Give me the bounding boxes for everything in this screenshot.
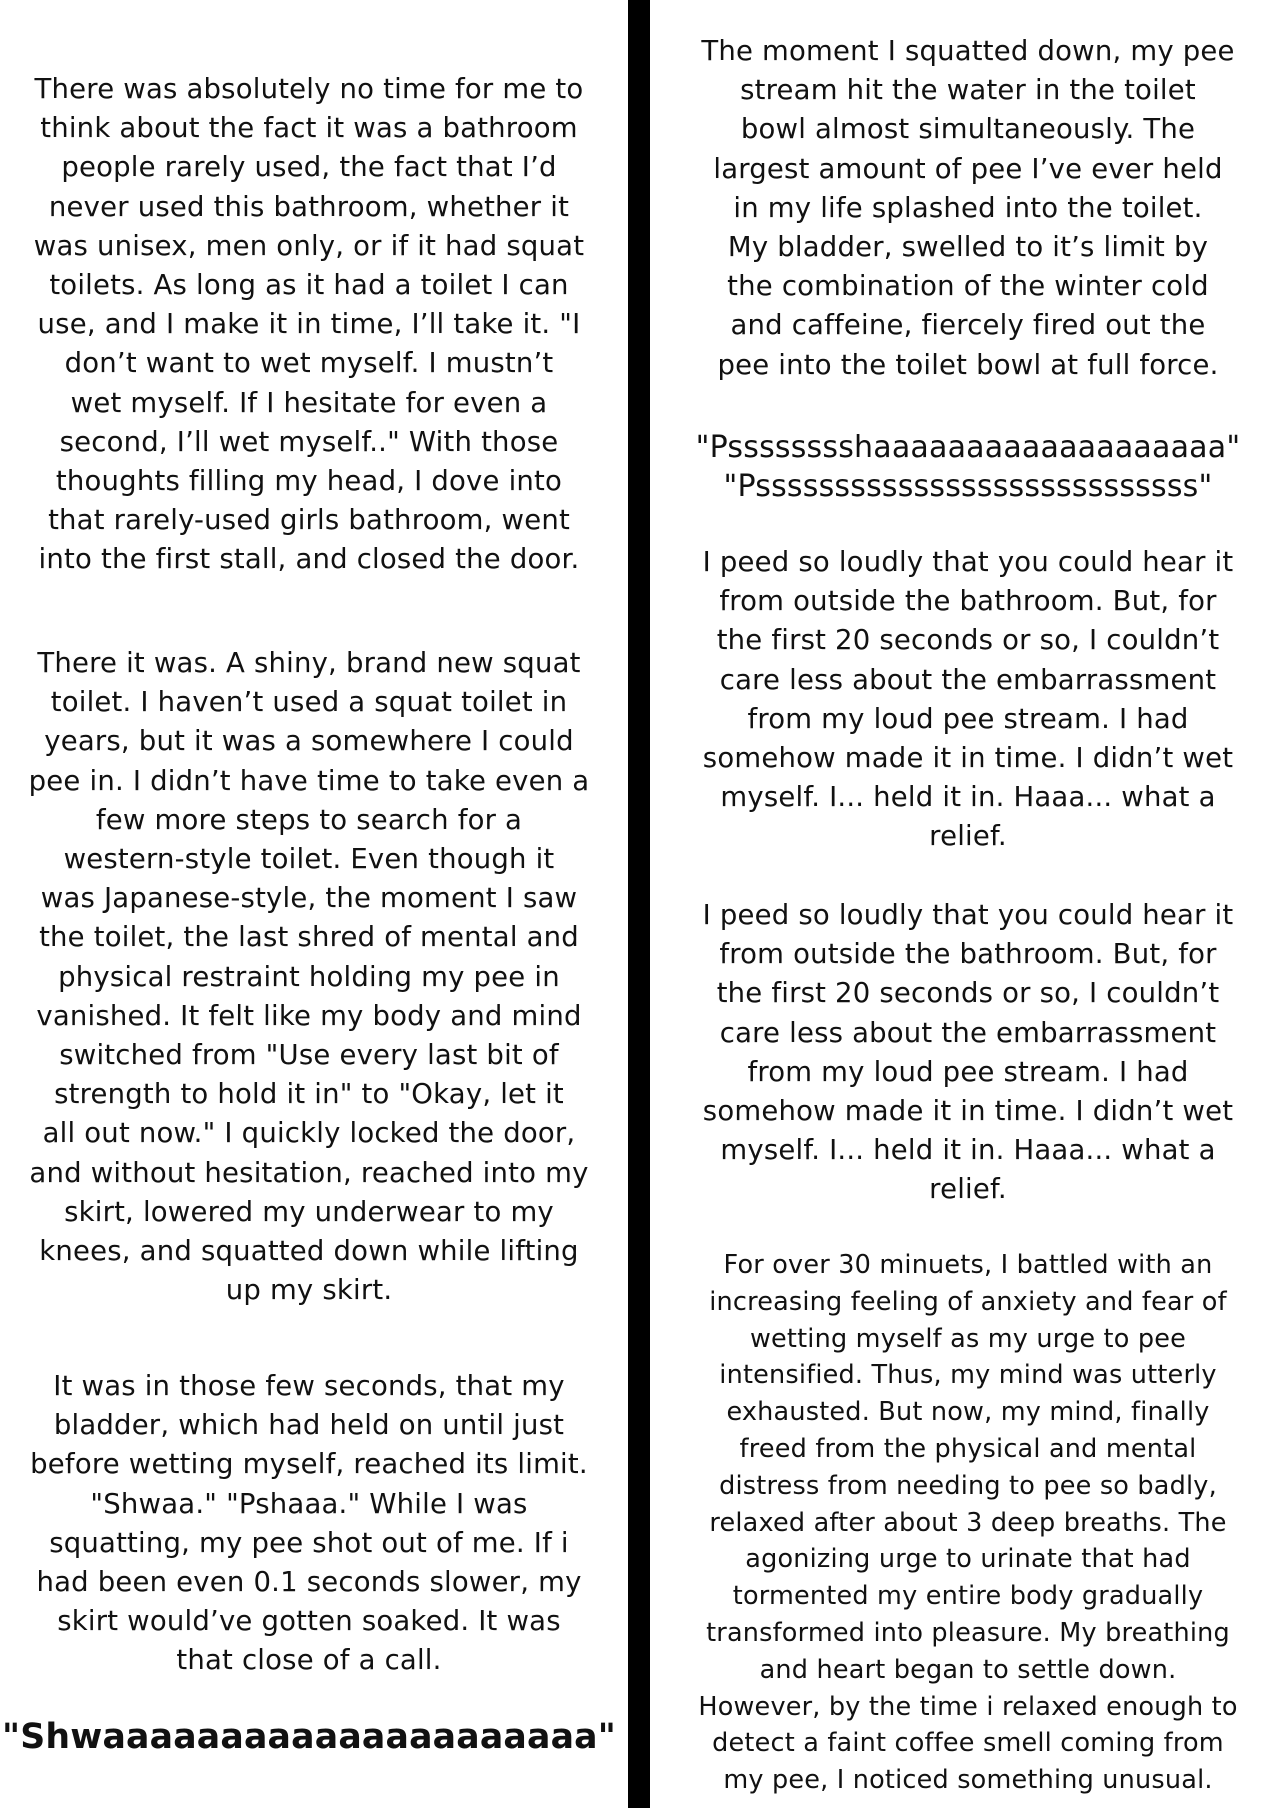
text-line: squatting, my pee shot out of me. If i <box>49 1526 569 1559</box>
text-line: transformed into pleasure. My breathing <box>706 1617 1230 1648</box>
left-paragraph-1 <box>0 70 618 580</box>
text-line: myself. I... held it in. Haaa... what a <box>720 781 1216 814</box>
text-line: from outside the bathroom. But, for <box>719 585 1217 618</box>
sound-effect-line: "Psssssssshaaaaaaaaaaaaaaaaaaa" <box>695 430 1241 465</box>
right-paragraph-1 <box>666 32 1270 385</box>
text-line: in my life splashed into the toilet. <box>733 191 1203 224</box>
text-line: relaxed after about 3 deep breaths. The <box>709 1507 1227 1538</box>
text-line: agonizing urge to urinate that had <box>745 1544 1191 1575</box>
text-line: increasing feeling of anxiety and fear of <box>709 1286 1227 1317</box>
text-line: up my skirt. <box>225 1274 393 1307</box>
text-line: into the first stall, and closed the door. <box>38 543 580 576</box>
text-line: never used this bathroom, whether it <box>48 190 570 223</box>
text-line: pee into the toilet bowl at full force. <box>717 348 1219 381</box>
text-line: There it was. A shiny, brand new squat <box>37 647 581 679</box>
text-line: physical restraint holding my pee in <box>58 960 560 993</box>
text-line: strength to hold it in" to "Okay, let it <box>54 1078 564 1111</box>
text-line: "Shwaa." "Pshaaa." While I was <box>90 1487 528 1520</box>
text-line: had been even 0.1 seconds slower, my <box>36 1566 582 1599</box>
text-line: and without hesitation, reached into my <box>29 1156 589 1189</box>
left-paragraph-2 <box>0 644 618 1310</box>
text-line: the toilet, the last shred of mental and <box>39 921 579 954</box>
text-line: before wetting myself, reached its limit. <box>30 1448 588 1481</box>
text-line: was unisex, men only, or if it had squat <box>33 229 585 262</box>
text-line: There was absolutely no time for me to <box>34 73 584 105</box>
text-line: all out now." I quickly locked the door, <box>42 1117 576 1150</box>
text-line: thoughts filling my head, I dove into <box>55 465 563 498</box>
right-paragraph-2 <box>666 543 1270 857</box>
text-line: bladder, which had held on until just <box>53 1409 565 1442</box>
text-line: years, but it was a somewhere I could <box>44 725 574 758</box>
text-line: somehow made it in time. I didn’t wet <box>702 742 1234 775</box>
text-line: skirt would’ve gotten soaked. It was <box>57 1605 561 1638</box>
text-line: knees, and squatted down while lifting <box>39 1235 579 1268</box>
text-line: my pee, I noticed something unusual. <box>723 1765 1213 1796</box>
text-line: My bladder, swelled to it’s limit by <box>727 231 1209 264</box>
text-line: the first 20 seconds or so, I couldn’t <box>716 977 1220 1010</box>
right-sound-effect <box>666 428 1270 506</box>
text-line: It was in those few seconds, that my <box>53 1370 565 1402</box>
text-line: use, and I make it in time, I’ll take it. "I <box>37 308 581 341</box>
text-line: stream hit the water in the toilet <box>740 74 1196 107</box>
text-line: vanished. It felt like my body and mind <box>36 999 582 1032</box>
text-line: For over 30 minuets, I battled with an <box>723 1250 1213 1280</box>
left-paragraph-3 <box>0 1367 618 1681</box>
text-line: people rarely used, the fact that I’d <box>61 151 557 184</box>
text-line: and caffeine, fiercely fired out the <box>730 309 1206 342</box>
text-line: detect a faint coffee smell coming from <box>712 1728 1224 1759</box>
text-line: bowl almost simultaneously. The <box>740 113 1196 146</box>
text-line: However, by the time i relaxed enough to <box>698 1691 1238 1722</box>
right-paragraph-3 <box>666 896 1270 1210</box>
text-line: from outside the bathroom. But, for <box>719 938 1217 971</box>
text-line: relief. <box>929 820 1007 853</box>
text-line: I peed so loudly that you could hear it <box>702 546 1234 578</box>
text-line: few more steps to search for a <box>95 803 523 836</box>
text-line: somehow made it in time. I didn’t wet <box>702 1095 1234 1128</box>
text-line: from my loud pee stream. I had <box>747 702 1189 735</box>
text-line: second, I’ll wet myself.." With those <box>59 425 559 458</box>
text-line: intensified. Thus, my mind was utterly <box>719 1360 1217 1391</box>
text-line: pee in. I didn’t have time to take even a <box>28 764 590 797</box>
text-line: freed from the physical and mental <box>739 1433 1197 1464</box>
text-line: relief. <box>929 1173 1007 1206</box>
text-line: largest amount of pee I’ve ever held <box>713 152 1223 185</box>
text-line: toilet. I haven’t used a squat toilet in <box>50 686 568 719</box>
text-line: exhausted. But now, my mind, finally <box>726 1397 1210 1428</box>
text-line: care less about the embarrassment <box>719 663 1217 696</box>
text-line: wet myself. If I hesitate for even a <box>70 386 548 419</box>
text-line: myself. I... held it in. Haaa... what a <box>720 1134 1216 1167</box>
text-line: that rarely-used girls bathroom, went <box>48 504 570 537</box>
text-line: switched from "Use every last bit of <box>59 1039 559 1072</box>
text-line: western-style toilet. Even though it <box>63 843 555 876</box>
text-line: and heart began to settle down. <box>759 1654 1177 1685</box>
text-line: care less about the embarrassment <box>719 1016 1217 1049</box>
text-line: the combination of the winter cold <box>727 270 1209 303</box>
text-line: don’t want to wet myself. I mustn’t <box>64 347 554 380</box>
text-line: toilets. As long as it had a toilet I can <box>49 269 569 302</box>
text-line: think about the fact it was a bathroom <box>40 112 578 145</box>
text-line: skirt, lowered my underwear to my <box>64 1195 554 1228</box>
text-line: distress from needing to pee so badly, <box>719 1470 1217 1501</box>
text-line: from my loud pee stream. I had <box>747 1055 1189 1088</box>
text-line: wetting myself as my urge to pee <box>749 1323 1187 1354</box>
right-paragraph-4 <box>666 1247 1270 1799</box>
text-line: that close of a call. <box>176 1644 442 1677</box>
text-line: The moment I squatted down, my pee <box>701 35 1235 67</box>
text-line: the first 20 seconds or so, I couldn’t <box>716 624 1220 657</box>
sound-effect-line: "Shwaaaaaaaaaaaaaaaaaaaaa" <box>1 1717 617 1757</box>
text-line: tormented my entire body gradually <box>732 1581 1204 1612</box>
column-divider <box>628 0 650 1808</box>
sound-effect-line: "Pssssssssssssssssssssssssssss" <box>723 469 1213 505</box>
text-line: was Japanese-style, the moment I saw <box>40 882 578 915</box>
text-line: I peed so loudly that you could hear it <box>702 899 1234 931</box>
left-sound-effect <box>0 1718 618 1757</box>
